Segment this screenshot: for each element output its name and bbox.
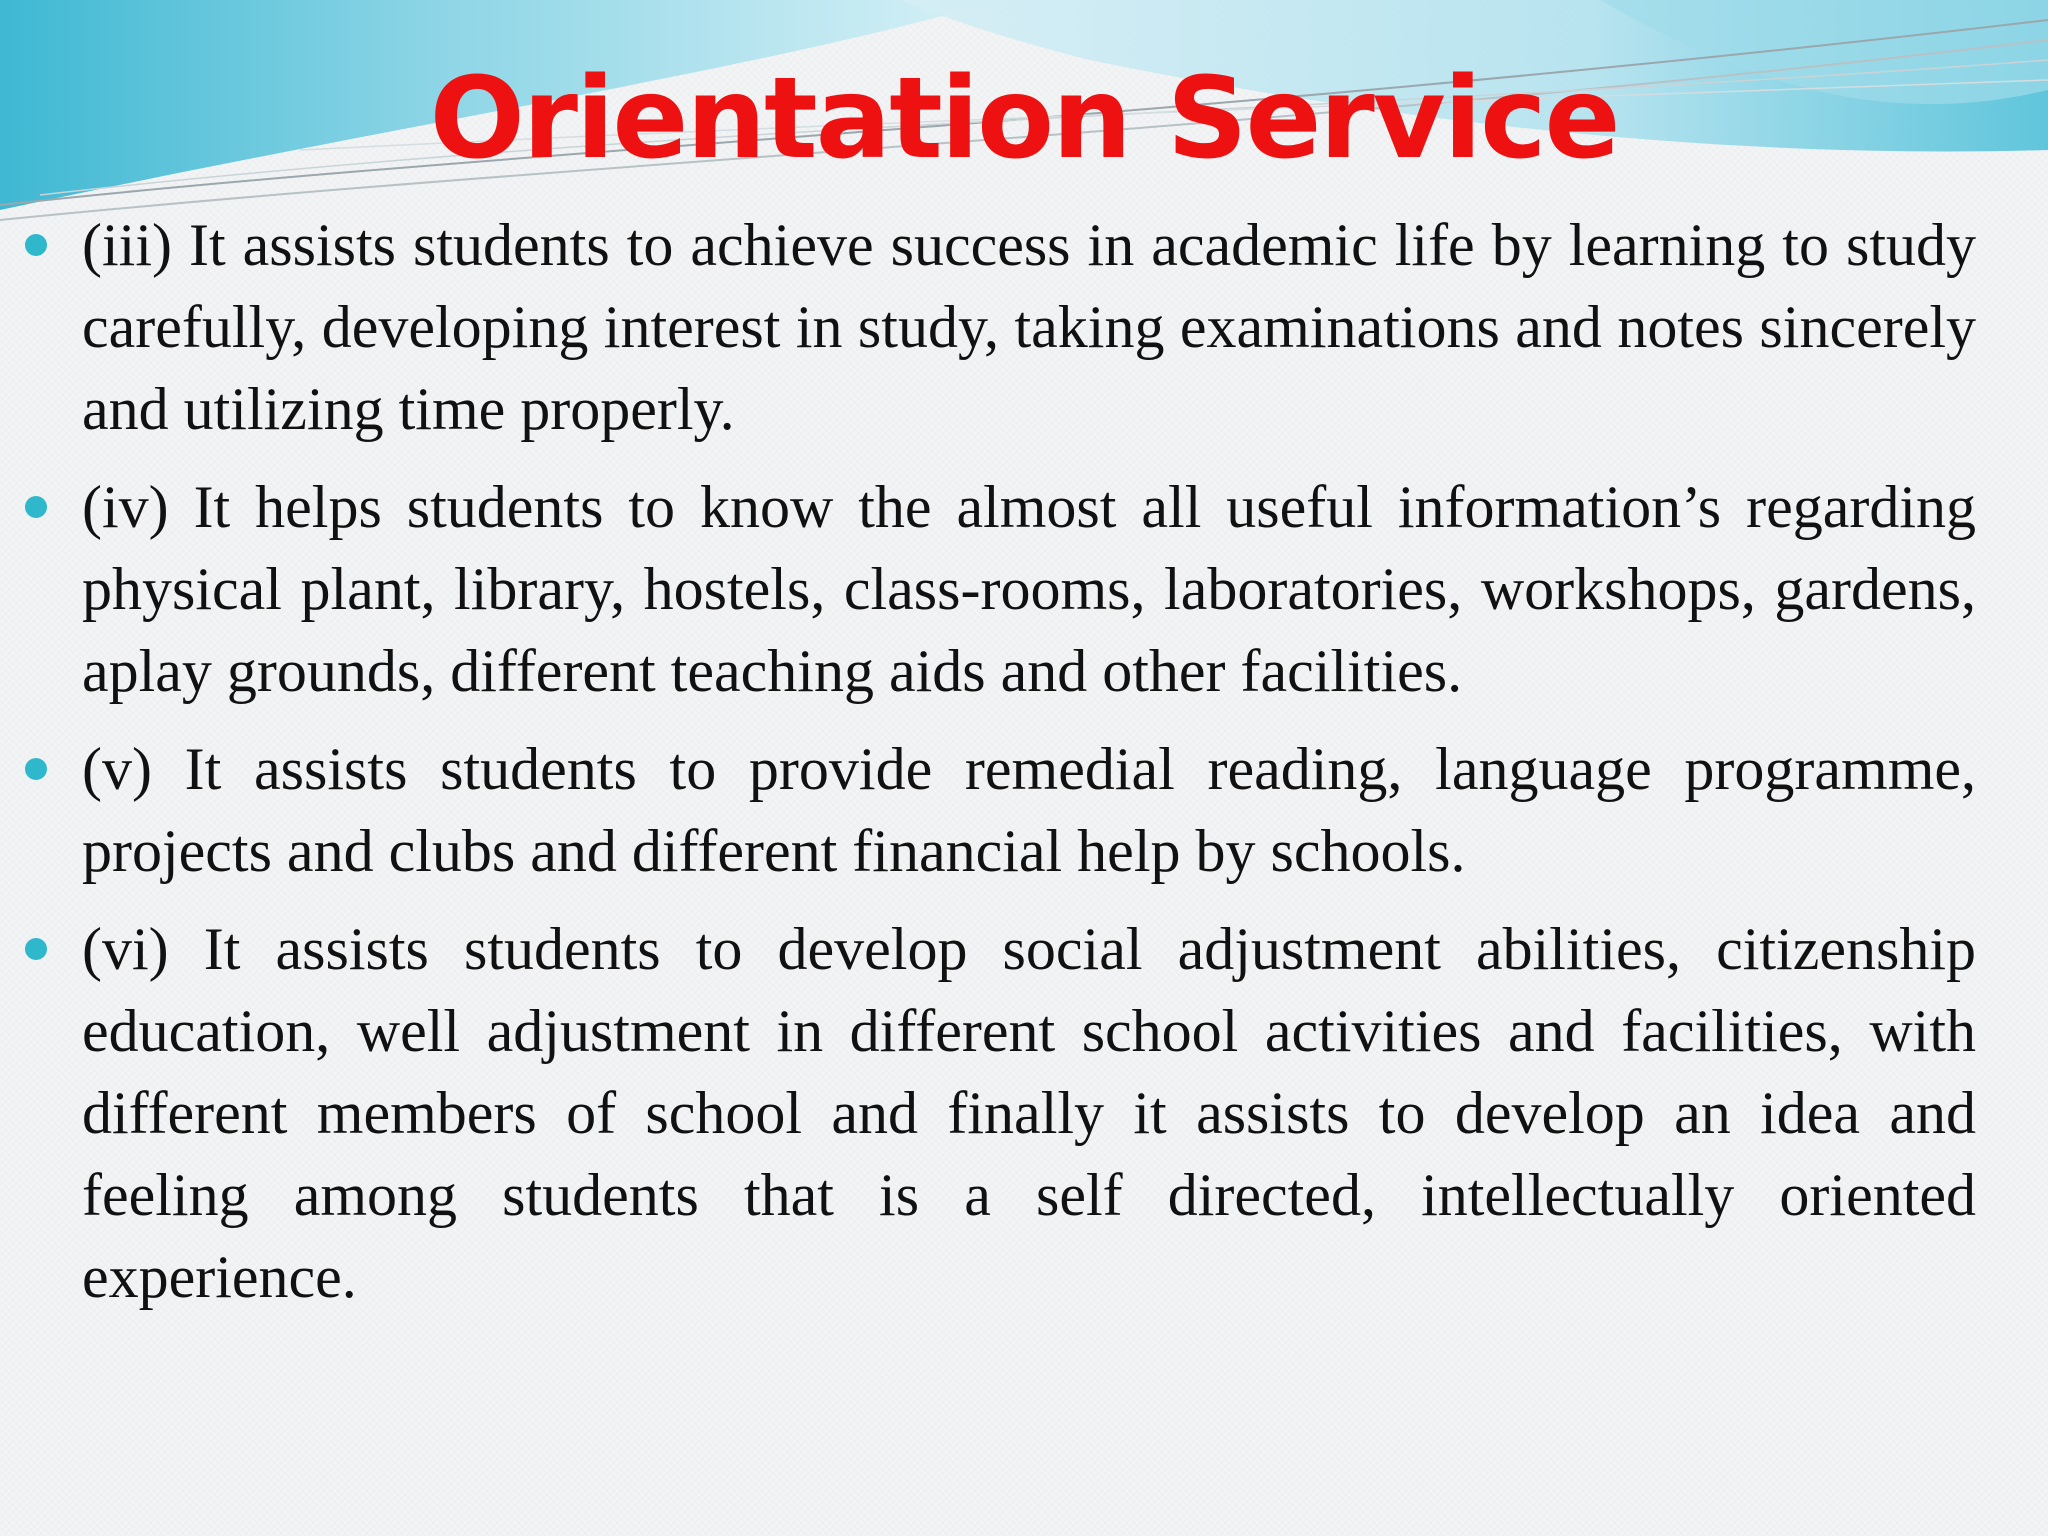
slide-title: Orientation Service	[429, 54, 1619, 184]
bullet-item-vi	[82, 908, 1976, 1318]
bullet-text: (v) It assists students to provide remedial reading, language programme, projects and clubs and different financial help by schools.	[82, 736, 1976, 884]
bullet-text: (vi) It assists students to develop social adjustment abilities, citizenship education, well adjustment in different school activities and facilities, with different members of school and finally it assists to develop an idea and feeling among students that is a self directed, intellectually oriented experience.	[82, 916, 1976, 1310]
bullet-text: (iv) It helps students to know the almost all useful information’s regarding physical plant, library, hostels, class-rooms, laboratories, workshops, gardens, aplay grounds, different teaching aids and other facilities.	[82, 474, 1976, 704]
bullet-dot-icon	[25, 938, 47, 960]
bullet-dot-icon	[25, 758, 47, 780]
bullet-dot-icon	[25, 496, 47, 518]
bullet-item-v	[82, 728, 1976, 892]
bullet-item-iii	[82, 204, 1976, 450]
bullet-dot-icon	[25, 234, 47, 256]
bullet-item-iv	[82, 466, 1976, 712]
bullet-list	[82, 204, 1976, 1334]
bullet-text: (iii) It assists students to achieve success in academic life by learning to study carefully, developing interest in study, taking examinations and notes sincerely and utilizing time properly.	[82, 212, 1976, 442]
